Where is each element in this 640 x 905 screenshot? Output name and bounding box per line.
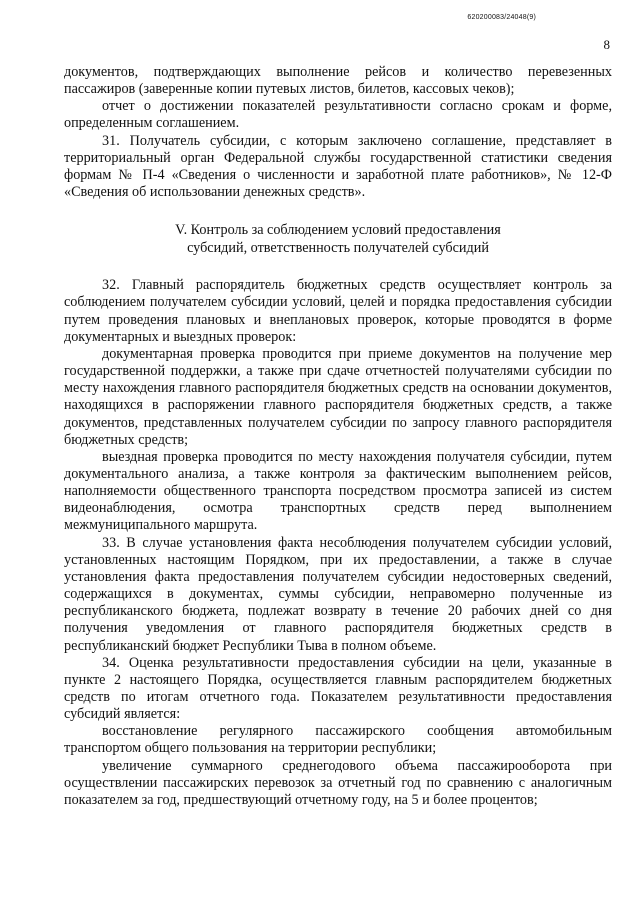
document-body — [64, 64, 612, 809]
paragraph-report-results: отчет о достижении показателей результативности согласно срокам и форме, определенным соглашением. — [64, 98, 612, 132]
page-number: 8 — [603, 37, 610, 52]
section-title-line-1: V. Контроль за соблюдением условий предоставления — [175, 222, 501, 239]
paragraph-indicator-passenger-turnover: увеличение суммарного среднегодового объема пассажирооборота при осуществлении пассажирских перевозок за отчетный год по сравнению с аналогичным показателем за год, предшествующий отчетному году, на 5 и более процентов; — [64, 757, 612, 808]
paragraph-33: 33. В случае установления факта несоблюдения получателем субсидии условий, установленных настоящим Порядком, при их предоставлении, а также в случае установления факта предоставления получателем субсидии недостоверных сведений, содержащихся в документах, суммы субсидии, неправомерно полученные из республиканского бюджета, подлежат возврату в течение 20 рабочих дней со дня получения уведомления от главного распорядителя бюджетных средств в республиканский бюджет Республики Тыва в полном объеме. — [64, 534, 612, 654]
paragraph-34: 34. Оценка результативности предоставления субсидии на цели, указанные в пункте 2 настоящего Порядка, осуществляется главным распорядителем бюджетных средств по итогам отчетного года. Показателем результативности предоставления субсидий является: — [64, 654, 612, 723]
paragraph-documents-continuation: документов, подтверждающих выполнение рейсов и количество перевезенных пассажиров (заверенные копии путевых листов, билетов, кассовых чеков); — [64, 64, 612, 98]
paragraph-32: 32. Главный распорядитель бюджетных средств осуществляет контроль за соблюдением получателем субсидии условий, целей и порядка предоставления субсидии путем проведения плановых и внеплановых проверок, которые проводятся в форме документарных и выездных проверок: — [64, 277, 612, 345]
section-title — [64, 221, 612, 257]
paragraph-field-check: выездная проверка проводится по месту нахождения получателя субсидии, путем документального анализа, а также контроля за фактическим выполнением рейсов, наполняемости общественного транспорта посредством просмотра записей из систем видеонаблюдения, осмотра транспортных средств перед выполнением межмуниципального маршрута. — [64, 448, 612, 534]
section-title-line-2: субсидий, ответственность получателей субсидий — [187, 240, 489, 257]
paragraph-31: 31. Получатель субсидии, с которым заключено соглашение, представляет в территориальный орган Федеральной службы государственной статистики сведения формам № П-4 «Сведения о численности и заработной плате работников», № 12-Ф «Сведения об использовании денежных средств». — [64, 132, 612, 201]
document-registration-number: 620200083/24048(9) — [467, 14, 536, 21]
paragraph-documentary-check: документарная проверка проводится при приеме документов на получение мер государственной поддержки, а также при сдаче отчетностей получателями субсидии по месту нахождения главного распорядителя бюджетных средств на основании документов, находящихся в распоряжении главного распорядителя бюджетных средств, а также документов, представленных получателем субсидии по запросу главного распорядителя бюджетных средств; — [64, 345, 612, 448]
paragraph-indicator-restoration: восстановление регулярного пассажирского сообщения автомобильным транспортом общего пользования на территории республики; — [64, 723, 612, 757]
